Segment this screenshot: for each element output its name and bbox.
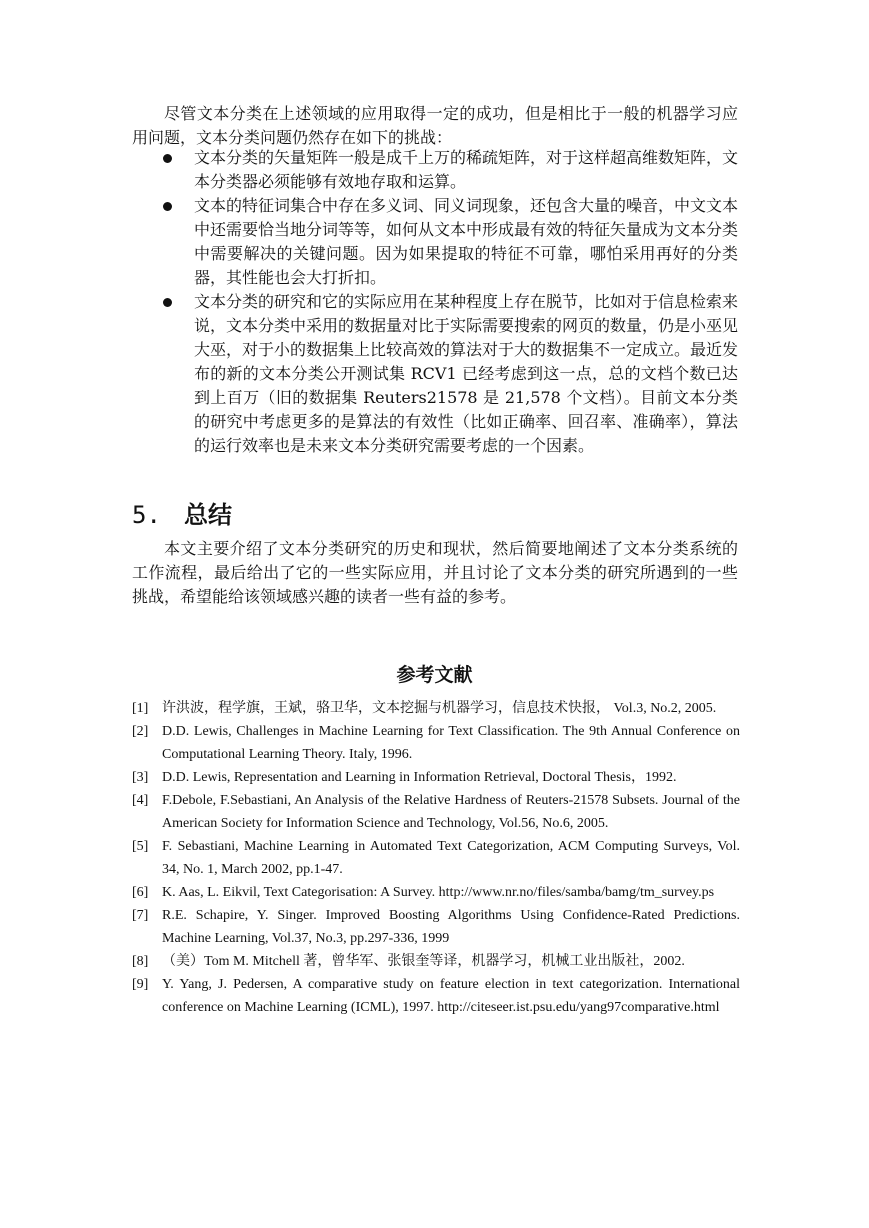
reference-number: [9]	[132, 977, 149, 992]
reference-text: D.D. Lewis, Representation and Learning in Information Retrieval, Doctoral Thesis，1992.	[162, 770, 677, 785]
challenge-item	[132, 290, 738, 458]
reference-text: （美）Tom M. Mitchell 著，曾华军、张银奎等译，机器学习，机械工业出版社，2002.	[162, 954, 685, 969]
section-title: 总结	[184, 501, 232, 529]
references-heading: 参考文献	[396, 664, 473, 686]
challenge-item	[132, 194, 738, 290]
reference-text: Y. Yang, J. Pedersen, A comparative study on feature election in text categorization. International conference on Machine Learning (ICML), 1997. http://citeseer.ist.psu.edu/yang97comparative.html	[162, 977, 740, 1015]
challenge-list	[132, 146, 738, 458]
reference-item	[132, 881, 740, 904]
reference-text: F. Sebastiani, Machine Learning in Automated Text Categorization, ACM Computing Surveys, Vol. 34, No. 1, March 2002, pp.1-47.	[162, 839, 740, 877]
challenge-text: 文本分类的研究和它的实际应用在某种程度上存在脱节，比如对于信息检索来说，文本分类中采用的数据量对比于实际需要搜索的网页的数量，仍是小巫见大巫，对于小的数据集上比较高效的算法对于大的数据集不一定成立。最近发布的新的文本分类公开测试集 RCV1 已经考虑到这一点，总的文档个数已达到上百万（旧的数据集 Reuters21578 是 21,578 个文档）。目前文本分类的研究中考虑更多的是算法的有效性（比如正确率、回召率、准确率），算法的运行效率也是未来文本分类研究需要考虑的一个因素。	[194, 292, 739, 455]
reference-item	[132, 973, 740, 1019]
reference-item	[132, 766, 740, 789]
bullet-dot-icon	[163, 154, 172, 163]
reference-number: [2]	[132, 724, 149, 739]
reference-number: [4]	[132, 793, 149, 808]
reference-item	[132, 950, 740, 973]
reference-item	[132, 835, 740, 881]
reference-text: K. Aas, L. Eikvil, Text Categorisation: A Survey. http://www.nr.no/files/samba/bamg/tm_survey.ps	[162, 885, 715, 900]
reference-item	[132, 720, 740, 766]
reference-number: [7]	[132, 908, 149, 923]
reference-list	[132, 697, 740, 1019]
reference-number: [3]	[132, 770, 149, 785]
section-heading	[132, 497, 232, 533]
section-number: 5.	[132, 501, 161, 529]
bullet-dot-icon	[163, 298, 172, 307]
reference-item	[132, 904, 740, 950]
challenge-text: 文本的特征词集合中存在多义词、同义词现象，还包含大量的噪音，中文文本中还需要恰当地分词等等，如何从文本中形成最有效的特征矢量成为文本分类中需要解决的关键问题。因为如果提取的特征不可靠，哪怕采用再好的分类器，其性能也会大打折扣。	[194, 196, 739, 287]
summary-paragraph: 本文主要介绍了文本分类研究的历史和现状，然后简要地阐述了文本分类系统的工作流程，最后给出了它的一些实际应用，并且讨论了文本分类的研究所遇到的一些挑战，希望能给该领域感兴趣的读者一些有益的参考。	[132, 539, 738, 606]
reference-text: D.D. Lewis, Challenges in Machine Learning for Text Classification. The 9th Annual Conference on Computational Learning Theory. Italy, 1996.	[162, 724, 740, 762]
challenge-item	[132, 146, 738, 194]
reference-item	[132, 789, 740, 835]
reference-number: [6]	[132, 885, 149, 900]
challenge-text: 文本分类的矢量矩阵一般是成千上万的稀疏矩阵，对于这样超高维数矩阵，文本分类器必须能够有效地存取和运算。	[194, 148, 739, 191]
reference-number: [5]	[132, 839, 149, 854]
intro-paragraph: 尽管文本分类在上述领域的应用取得一定的成功，但是相比于一般的机器学习应用问题，文本分类问题仍然存在如下的挑战：	[132, 104, 738, 147]
reference-text: 许洪波，程学旗，王斌，骆卫华，文本挖掘与机器学习，信息技术快报， Vol.3, No.2, 2005.	[162, 701, 717, 716]
reference-number: [8]	[132, 954, 149, 969]
reference-item	[132, 697, 740, 720]
reference-text: F.Debole, F.Sebastiani, An Analysis of the Relative Hardness of Reuters-21578 Subsets. Journal of the American Society for Information Science and Technology, Vol.56, No.6, 2005.	[162, 793, 740, 831]
bullet-dot-icon	[163, 202, 172, 211]
reference-number: [1]	[132, 701, 149, 716]
reference-text: R.E. Schapire, Y. Singer. Improved Boosting Algorithms Using Confidence-Rated Predictions. Machine Learning, Vol.37, No.3, pp.297-336, 1999	[162, 908, 740, 946]
